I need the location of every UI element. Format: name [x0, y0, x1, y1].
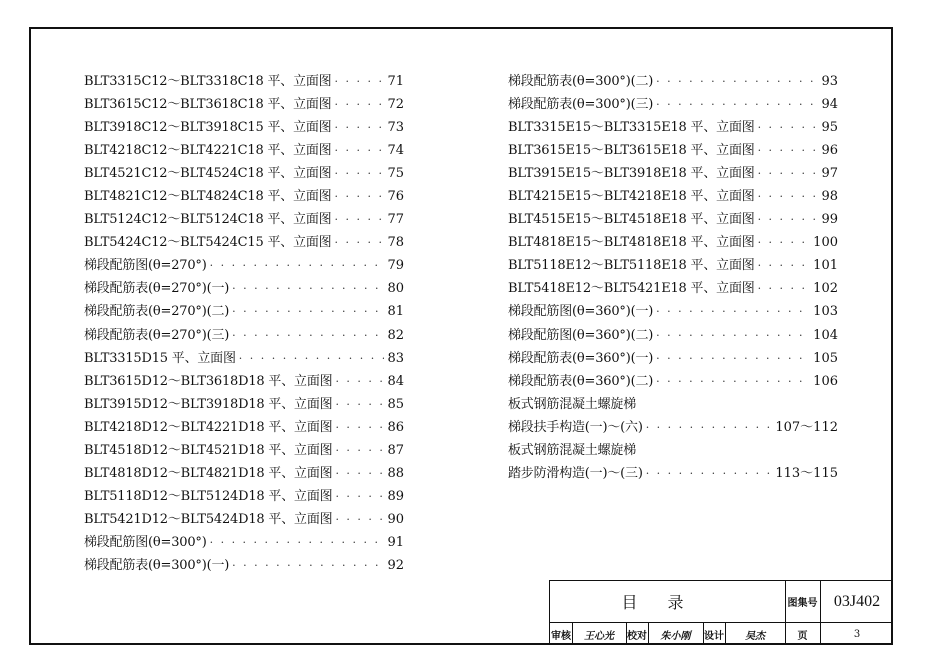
toc-entry-page: 95 — [821, 120, 838, 136]
toc-entry-title: BLT4821C12～BLT4824C18 平、立面图 — [84, 189, 332, 205]
leader-dots — [758, 116, 819, 139]
toc-entry[interactable] — [508, 93, 838, 116]
leader-dots — [334, 185, 384, 208]
toc-entry[interactable] — [84, 508, 404, 531]
toc-entry[interactable] — [84, 416, 404, 439]
leader-dots — [758, 185, 819, 208]
toc-entry-page: 87 — [387, 442, 404, 458]
toc-entry-page: 88 — [387, 465, 404, 481]
toc-entry[interactable] — [84, 531, 404, 554]
toc-entry-title: 梯段配筋表(θ=300°)(二) — [508, 74, 654, 89]
title-block — [549, 580, 893, 645]
toc-entry-page: 74 — [387, 143, 404, 159]
check-label: 校对 — [627, 630, 647, 642]
toc-entry[interactable] — [84, 347, 404, 370]
toc-entry-page: 72 — [387, 97, 404, 113]
toc-entry-title: BLT3615D12～BLT3618D18 平、立面图 — [84, 373, 333, 389]
toc-entry[interactable] — [508, 324, 838, 347]
toc-entry[interactable] — [84, 300, 404, 323]
toc-entry-title: 板式钢筋混凝土螺旋梯 — [508, 396, 637, 412]
toc-entry-title: 梯段配筋图(θ=360°)(二) — [508, 327, 654, 343]
leader-dots — [656, 324, 810, 347]
toc-entry-page: 96 — [821, 143, 838, 159]
leader-dots — [232, 277, 384, 300]
leader-dots — [210, 531, 385, 554]
toc-entry[interactable] — [84, 231, 404, 254]
toc-entry-title: 梯段配筋图(θ=270°) — [84, 258, 207, 274]
leader-dots — [334, 139, 384, 162]
toc-entry[interactable] — [508, 277, 838, 300]
toc-entry-title: 踏步防滑构造(一)～(三) — [508, 465, 643, 481]
toc-entry-page: 104 — [813, 327, 838, 343]
toc-entry[interactable] — [84, 116, 404, 139]
toc-entry-page: 103 — [813, 304, 838, 320]
toc-entry-title: 梯段配筋表(θ=360°)(二) — [508, 373, 654, 389]
toc-entry-title: BLT4215E15～BLT4218E18 平、立面图 — [508, 189, 755, 205]
toc-entry[interactable] — [84, 462, 404, 485]
toc-entry-title: BLT4515E15～BLT4518E18 平、立面图 — [508, 212, 755, 228]
toc-entry[interactable] — [508, 254, 838, 277]
toc-entry-title: BLT3915E15～BLT3918E18 平、立面图 — [508, 166, 755, 182]
toc-entry-page: 80 — [387, 281, 404, 297]
toc-entry-page: 90 — [387, 511, 404, 527]
toc-entry[interactable] — [84, 439, 404, 462]
toc-entry[interactable] — [84, 162, 404, 185]
leader-dots — [656, 347, 810, 370]
toc-entry[interactable] — [508, 185, 838, 208]
check-signature: 朱小刚 — [660, 630, 691, 642]
leader-dots — [656, 70, 818, 93]
toc-entry-page: 86 — [387, 419, 404, 435]
toc-entry-page: 76 — [387, 189, 404, 205]
toc-entry-title: BLT4818E15～BLT4818E18 平、立面图 — [508, 235, 755, 251]
toc-entry-title: BLT5124C12～BLT5124C18 平、立面图 — [84, 212, 332, 228]
toc-entry-page: 107～112 — [775, 419, 838, 435]
toc-entry-title: 梯段扶手构造(一)～(六) — [508, 419, 643, 435]
toc-entry-page: 83 — [387, 350, 404, 366]
toc-entry-page: 79 — [387, 258, 404, 274]
toc-entry[interactable] — [84, 393, 404, 416]
toc-entry-page: 105 — [813, 350, 838, 366]
leader-dots — [335, 416, 384, 439]
leader-dots — [656, 370, 810, 393]
toc-entry-title: 梯段配筋表(θ=360°)(一) — [508, 350, 654, 366]
leader-dots — [335, 439, 384, 462]
drawing-title: 目录 — [621, 593, 714, 612]
toc-entry-title: BLT3315C12～BLT3318C18 平、立面图 — [84, 74, 332, 89]
toc-entry-page: 77 — [387, 212, 404, 228]
toc-entry-page: 82 — [387, 327, 404, 343]
toc-right-column — [508, 70, 838, 485]
leader-dots — [758, 277, 811, 300]
toc-entry-title: BLT3918C12～BLT3918C15 平、立面图 — [84, 120, 332, 136]
leader-dots — [656, 93, 818, 116]
toc-entry-page: 91 — [387, 534, 404, 550]
toc-entry-page: 78 — [387, 235, 404, 251]
leader-dots — [232, 324, 384, 347]
toc-entry[interactable] — [508, 347, 838, 370]
toc-entry[interactable] — [84, 324, 404, 347]
toc-entry-title: 板式钢筋混凝土螺旋梯 — [508, 442, 637, 458]
leader-dots — [334, 162, 384, 185]
toc-entry-page: 75 — [387, 166, 404, 182]
toc-entry-title: 梯段配筋表(θ=270°)(二) — [84, 304, 230, 320]
leader-dots — [758, 162, 819, 185]
toc-entry-title: BLT4818D12～BLT4821D18 平、立面图 — [84, 465, 333, 481]
toc-entry[interactable] — [84, 208, 404, 231]
toc-entry-page: 100 — [813, 235, 838, 251]
toc-entry-page: 106 — [813, 373, 838, 389]
toc-entry-page: 93 — [821, 74, 838, 89]
toc-entry-title: BLT4218D12～BLT4221D18 平、立面图 — [84, 419, 333, 435]
toc-entry-title: BLT3615C12～BLT3618C18 平、立面图 — [84, 97, 332, 113]
design-label: 设计 — [704, 630, 724, 642]
toc-entry[interactable] — [84, 185, 404, 208]
page-label: 页 — [797, 630, 808, 642]
toc-left-column — [84, 70, 404, 577]
review-signature: 王心光 — [584, 630, 614, 642]
leader-dots — [758, 231, 811, 254]
toc-entry[interactable] — [508, 439, 838, 462]
leader-dots — [239, 347, 385, 370]
toc-entry[interactable] — [84, 254, 404, 277]
leader-dots — [335, 462, 384, 485]
toc-entry-title: 梯段配筋表(θ=300°)(三) — [508, 97, 654, 113]
toc-entry-page: 113～115 — [775, 465, 838, 481]
toc-entry[interactable] — [508, 393, 838, 416]
atlas-number-label: 图集号 — [787, 598, 818, 609]
toc-entry-page: 81 — [387, 304, 404, 320]
toc-entry[interactable] — [508, 208, 838, 231]
leader-dots — [758, 208, 819, 231]
toc-entry-title: BLT4218C12～BLT4221C18 平、立面图 — [84, 143, 332, 159]
toc-entry-title: BLT5421D12～BLT5424D18 平、立面图 — [84, 511, 333, 527]
leader-dots — [335, 508, 384, 531]
toc-entry-title: 梯段配筋表(θ=270°)(三) — [84, 327, 230, 343]
toc-entry[interactable] — [508, 231, 838, 254]
toc-entry-page: 97 — [821, 166, 838, 182]
leader-dots — [232, 300, 384, 323]
toc-entry-title: BLT4521C12～BLT4524C18 平、立面图 — [84, 166, 332, 182]
toc-entry-title: 梯段配筋表(θ=270°)(一) — [84, 281, 230, 297]
review-label: 审核 — [551, 630, 571, 642]
toc-entry-title: BLT3915D12～BLT3918D18 平、立面图 — [84, 396, 333, 412]
toc-entry-page: 71 — [387, 74, 404, 89]
toc-entry-page: 99 — [821, 212, 838, 228]
toc-entry[interactable] — [508, 462, 838, 485]
leader-dots — [334, 208, 384, 231]
toc-entry-page: 92 — [387, 557, 404, 573]
toc-entry-page: 101 — [813, 258, 838, 274]
toc-entry[interactable] — [84, 277, 404, 300]
toc-entry-title: 梯段配筋图(θ=300°) — [84, 534, 207, 550]
page-number: 3 — [853, 628, 861, 640]
toc-entry-page: 84 — [387, 373, 404, 389]
leader-dots — [758, 254, 811, 277]
toc-entry[interactable] — [84, 554, 404, 577]
toc-entry-page: 85 — [387, 396, 404, 412]
toc-entry-title: BLT4518D12～BLT4521D18 平、立面图 — [84, 442, 333, 458]
atlas-number: 03J402 — [833, 592, 881, 610]
leader-dots — [334, 93, 384, 116]
toc-entry-title: BLT3315D15 平、立面图 — [84, 350, 236, 366]
toc-entry-page: 102 — [813, 281, 838, 297]
toc-entry[interactable] — [508, 370, 838, 393]
toc-entry-title: 梯段配筋图(θ=360°)(一) — [508, 304, 654, 320]
toc-entry[interactable] — [84, 485, 404, 508]
toc-entry[interactable] — [84, 70, 404, 93]
toc-entry-title: BLT5424C12～BLT5424C15 平、立面图 — [84, 235, 332, 251]
toc-entry-title: 梯段配筋表(θ=300°)(一) — [84, 557, 230, 573]
toc-entry-title: BLT5418E12～BLT5421E18 平、立面图 — [508, 281, 755, 297]
toc-entry-page: 89 — [387, 488, 404, 504]
leader-dots — [335, 393, 384, 416]
toc-entry[interactable] — [84, 370, 404, 393]
leader-dots — [656, 300, 810, 323]
toc-entry[interactable] — [508, 162, 838, 185]
leader-dots — [646, 462, 773, 485]
leader-dots — [334, 70, 384, 93]
leader-dots — [334, 116, 384, 139]
toc-entry[interactable] — [508, 139, 838, 162]
leader-dots — [335, 370, 384, 393]
toc-entry[interactable] — [508, 300, 838, 323]
toc-entry-page: 73 — [387, 120, 404, 136]
leader-dots — [232, 554, 384, 577]
toc-entry-title: BLT5118E12～BLT5118E18 平、立面图 — [508, 258, 755, 274]
leader-dots — [210, 254, 385, 277]
toc-entry-page: 98 — [821, 189, 838, 205]
toc-entry[interactable] — [508, 116, 838, 139]
design-signature: 吴杰 — [745, 630, 765, 642]
toc-entry-title: BLT3315E15～BLT3315E18 平、立面图 — [508, 120, 755, 136]
leader-dots — [646, 416, 773, 439]
toc-entry[interactable] — [84, 139, 404, 162]
leader-dots — [758, 139, 819, 162]
toc-entry-title: BLT3615E15～BLT3615E18 平、立面图 — [508, 143, 755, 159]
leader-dots — [334, 231, 384, 254]
toc-entry[interactable] — [508, 416, 838, 439]
toc-entry-title: BLT5118D12～BLT5124D18 平、立面图 — [84, 488, 333, 504]
toc-entry-page: 94 — [821, 97, 838, 113]
leader-dots — [335, 485, 384, 508]
toc-entry[interactable] — [508, 70, 838, 93]
toc-entry[interactable] — [84, 93, 404, 116]
